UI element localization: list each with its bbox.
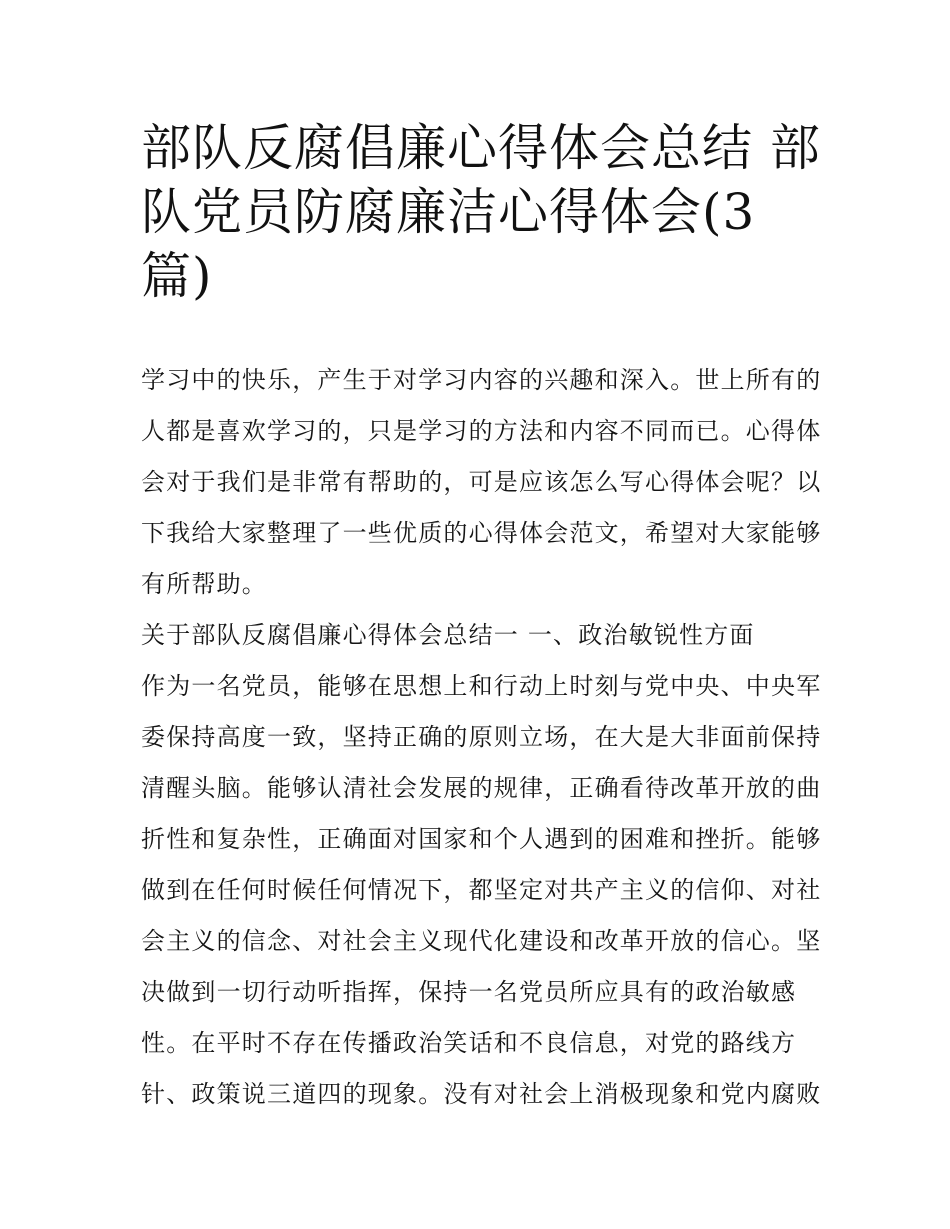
paragraph-line: 决做到一切行动听指挥，保持一名党员所应具有的政治敏感 [141,978,797,1006]
section-paragraph [141,661,821,1120]
paragraph-line: 有所帮助。 [141,570,267,598]
paragraph-line: 做到在任何时候任何情况下，都坚定对共产主义的信仰、对社 [141,876,822,904]
section-heading-text: 关于部队反腐倡廉心得体会总结一 一、政治敏锐性方面 [141,621,755,649]
section-heading [141,610,821,661]
paragraph-line: 委保持高度一致，坚持正确的原则立场，在大是大非面前保持 [141,723,822,751]
paragraph-line: 清醒头脑。能够认清社会发展的规律，正确看待改革开放的曲 [141,774,822,802]
paragraph-line: 针、政策说三道四的现象。没有对社会上消极现象和党内腐败 [141,1080,822,1108]
paragraph-line: 下我给大家整理了一些优质的心得体会范文，希望对大家能够 [141,519,822,547]
paragraph-line: 会对于我们是非常有帮助的，可是应该怎么写心得体会呢？以 [141,468,822,496]
paragraph-line: 学习中的快乐，产生于对学习内容的兴趣和深入。世上所有的 [141,366,822,394]
title-line: 篇) [141,247,213,305]
paragraph-line: 会主义的信念、对社会主义现代化建设和改革开放的信心。坚 [141,927,822,955]
paragraph-line: 人都是喜欢学习的，只是学习的方法和内容不同而已。心得体 [141,417,822,445]
paragraph-line: 折性和复杂性，正确面对国家和个人遇到的困难和挫折。能够 [141,825,822,853]
paragraph-line: 性。在平时不存在传播政治笑话和不良信息，对党的路线方 [141,1029,797,1057]
title-line: 部队反腐倡廉心得体会总结 部 [141,119,821,177]
paragraph-line: 作为一名党员，能够在思想上和行动上时刻与党中央、中央军 [141,672,822,700]
title-line: 队党员防腐廉洁心得体会(3 [141,183,756,241]
intro-paragraph [141,355,821,610]
document-title [141,116,821,308]
